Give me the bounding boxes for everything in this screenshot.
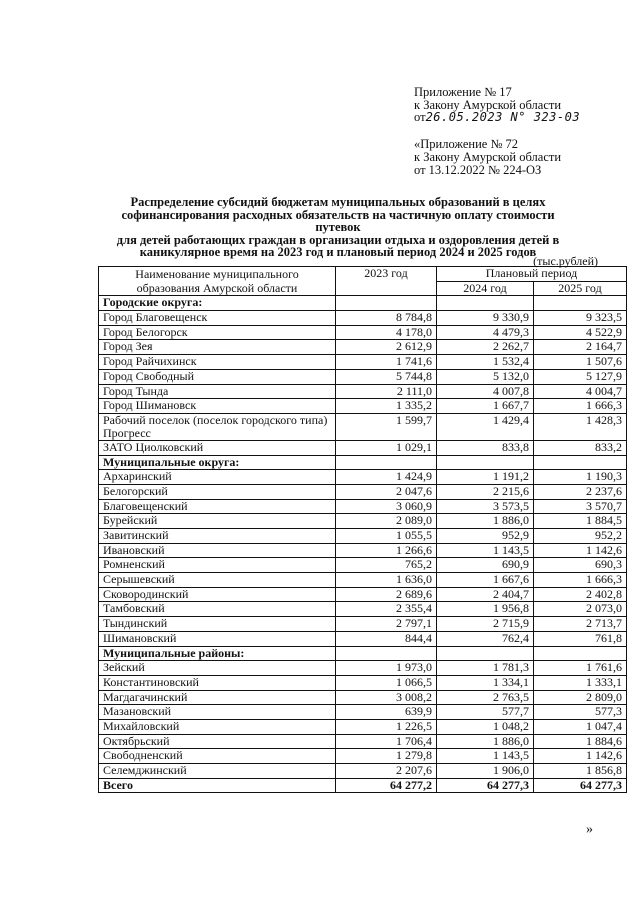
value-2024: 1 143,5 xyxy=(437,543,534,558)
empty-cell xyxy=(534,296,627,311)
table-row xyxy=(99,529,627,544)
appendix-line-2: к Закону Амурской области xyxy=(414,98,562,112)
value-2025: 9 323,5 xyxy=(534,311,627,326)
value-2023: 1 741,6 xyxy=(336,355,437,370)
municipality-name: Ивановский xyxy=(99,543,336,558)
value-2024: 2 763,5 xyxy=(437,690,534,705)
municipality-name: Ромненский xyxy=(99,558,336,573)
table-row xyxy=(99,514,627,529)
value-2023: 8 784,8 xyxy=(336,311,437,326)
empty-cell xyxy=(437,455,534,470)
total-2023: 64 277,2 xyxy=(336,778,437,793)
value-2025: 3 570,7 xyxy=(534,499,627,514)
table-row xyxy=(99,558,627,573)
municipality-name: ЗАТО Циолковский xyxy=(99,440,336,455)
amended-appendix-line-1: «Приложение № 72 xyxy=(414,137,519,151)
value-2024: 577,7 xyxy=(437,705,534,720)
value-2025: 1 428,3 xyxy=(534,413,627,440)
appendix-date-prefix: от xyxy=(414,110,426,124)
municipality-name: Бурейский xyxy=(99,514,336,529)
municipality-name: Архаринский xyxy=(99,470,336,485)
value-2023: 2 207,6 xyxy=(336,764,437,779)
value-2023: 1 029,1 xyxy=(336,440,437,455)
value-2024: 1 956,8 xyxy=(437,602,534,617)
value-2025: 1 666,3 xyxy=(534,399,627,414)
value-2025: 833,2 xyxy=(534,440,627,455)
value-2023: 2 355,4 xyxy=(336,602,437,617)
document-title xyxy=(108,196,568,259)
value-2023: 844,4 xyxy=(336,631,437,646)
value-2025: 1 666,3 xyxy=(534,573,627,588)
table-row xyxy=(99,573,627,588)
municipality-name: Благовещенский xyxy=(99,499,336,514)
table-row xyxy=(99,734,627,749)
value-2025: 577,3 xyxy=(534,705,627,720)
value-2023: 1 055,5 xyxy=(336,529,437,544)
municipality-name: Зейский xyxy=(99,661,336,676)
municipality-name: Серышевский xyxy=(99,573,336,588)
table-row xyxy=(99,484,627,499)
municipality-name: Белогорский xyxy=(99,484,336,499)
col-header-2025: 2025 год xyxy=(534,281,627,296)
value-2023: 1 599,7 xyxy=(336,413,437,440)
section-title: Муниципальные округа: xyxy=(99,455,336,470)
value-2025: 2 713,7 xyxy=(534,617,627,632)
value-2024: 1 429,4 xyxy=(437,413,534,440)
value-2023: 1 335,2 xyxy=(336,399,437,414)
appendix-line-1: Приложение № 17 xyxy=(414,85,512,99)
municipality-name: Город Тында xyxy=(99,384,336,399)
title-line: Распределение субсидий бюджетам муниципальных образований в целях xyxy=(130,195,546,209)
value-2024: 690,9 xyxy=(437,558,534,573)
appendix-line-3 xyxy=(414,111,580,124)
value-2025: 690,3 xyxy=(534,558,627,573)
table-row xyxy=(99,705,627,720)
value-2023: 1 266,6 xyxy=(336,543,437,558)
value-2025: 1 761,6 xyxy=(534,661,627,676)
value-2025: 5 127,9 xyxy=(534,369,627,384)
value-2025: 4 004,7 xyxy=(534,384,627,399)
value-2024: 1 191,2 xyxy=(437,470,534,485)
value-2023: 1 973,0 xyxy=(336,661,437,676)
section-title: Городские округа: xyxy=(99,296,336,311)
value-2025: 1 884,6 xyxy=(534,734,627,749)
handwritten-date-number: 26.05.2023 N° 323-03 xyxy=(425,110,581,124)
value-2023: 5 744,8 xyxy=(336,369,437,384)
value-2024: 1 886,0 xyxy=(437,734,534,749)
municipality-name: Тындинский xyxy=(99,617,336,632)
value-2024: 833,8 xyxy=(437,440,534,455)
value-2023: 1 706,4 xyxy=(336,734,437,749)
section-title: Муниципальные районы: xyxy=(99,646,336,661)
table-row xyxy=(99,631,627,646)
total-row xyxy=(99,778,627,793)
value-2024: 2 262,7 xyxy=(437,340,534,355)
col-header-name: Наименование муниципального образования Амурской области xyxy=(99,267,336,296)
empty-cell xyxy=(437,296,534,311)
table-row xyxy=(99,749,627,764)
value-2023: 2 047,6 xyxy=(336,484,437,499)
col-header-2023: 2023 год xyxy=(336,267,437,296)
value-2025: 2 164,7 xyxy=(534,340,627,355)
municipality-name: Магдагачинский xyxy=(99,690,336,705)
value-2023: 3 060,9 xyxy=(336,499,437,514)
value-2024: 2 404,7 xyxy=(437,587,534,602)
value-2024: 1 048,2 xyxy=(437,719,534,734)
table-row xyxy=(99,675,627,690)
value-2025: 1 333,1 xyxy=(534,675,627,690)
value-2024: 4 007,8 xyxy=(437,384,534,399)
value-2024: 952,9 xyxy=(437,529,534,544)
municipality-name: Рабочий поселок (поселок городского типа) Прогресс xyxy=(99,413,336,440)
value-2025: 1 142,6 xyxy=(534,749,627,764)
value-2025: 952,2 xyxy=(534,529,627,544)
value-2025: 1 884,5 xyxy=(534,514,627,529)
value-2024: 4 479,3 xyxy=(437,325,534,340)
total-2025: 64 277,3 xyxy=(534,778,627,793)
municipality-name: Город Шимановск xyxy=(99,399,336,414)
value-2023: 4 178,0 xyxy=(336,325,437,340)
municipality-name: Константиновский xyxy=(99,675,336,690)
municipality-name: Мазановский xyxy=(99,705,336,720)
municipality-name: Город Зея xyxy=(99,340,336,355)
value-2025: 4 522,9 xyxy=(534,325,627,340)
value-2024: 1 667,7 xyxy=(437,399,534,414)
table-body xyxy=(99,296,627,793)
table-row xyxy=(99,587,627,602)
value-2023: 1 424,9 xyxy=(336,470,437,485)
empty-cell xyxy=(336,296,437,311)
value-2024: 1 532,4 xyxy=(437,355,534,370)
value-2023: 2 612,9 xyxy=(336,340,437,355)
value-2025: 2 073,0 xyxy=(534,602,627,617)
table-row xyxy=(99,399,627,414)
empty-cell xyxy=(336,455,437,470)
table-row xyxy=(99,543,627,558)
value-2023: 1 066,5 xyxy=(336,675,437,690)
value-2025: 1 856,8 xyxy=(534,764,627,779)
value-2023: 639,9 xyxy=(336,705,437,720)
value-2025: 2 809,0 xyxy=(534,690,627,705)
table-row xyxy=(99,499,627,514)
value-2024: 3 573,5 xyxy=(437,499,534,514)
value-2025: 2 402,8 xyxy=(534,587,627,602)
value-2023: 1 226,5 xyxy=(336,719,437,734)
value-2023: 2 797,1 xyxy=(336,617,437,632)
value-2025: 1 507,6 xyxy=(534,355,627,370)
value-2023: 3 008,2 xyxy=(336,690,437,705)
empty-cell xyxy=(437,646,534,661)
municipality-name: Город Благовещенск xyxy=(99,311,336,326)
municipality-name: Свободненский xyxy=(99,749,336,764)
municipality-name: Селемджинский xyxy=(99,764,336,779)
section-row xyxy=(99,296,627,311)
table-row xyxy=(99,602,627,617)
value-2024: 9 330,9 xyxy=(437,311,534,326)
municipality-name: Город Райчихинск xyxy=(99,355,336,370)
value-2024: 2 715,9 xyxy=(437,617,534,632)
table-row xyxy=(99,470,627,485)
municipality-name: Сковородинский xyxy=(99,587,336,602)
table-row xyxy=(99,369,627,384)
col-header-plan: Плановый период xyxy=(437,267,627,282)
value-2024: 2 215,6 xyxy=(437,484,534,499)
table-row xyxy=(99,617,627,632)
value-2024: 1 906,0 xyxy=(437,764,534,779)
municipality-name: Шимановский xyxy=(99,631,336,646)
value-2024: 1 781,3 xyxy=(437,661,534,676)
table-row xyxy=(99,325,627,340)
value-2024: 1 886,0 xyxy=(437,514,534,529)
value-2023: 2 089,0 xyxy=(336,514,437,529)
value-2023: 1 636,0 xyxy=(336,573,437,588)
value-2025: 1 142,6 xyxy=(534,543,627,558)
title-line: софинансирования расходных обязательств на частичную оплату стоимости путевок xyxy=(121,207,555,235)
value-2023: 765,2 xyxy=(336,558,437,573)
municipality-name: Октябрьский xyxy=(99,734,336,749)
value-2023: 2 689,6 xyxy=(336,587,437,602)
col-header-2024: 2024 год xyxy=(437,281,534,296)
value-2024: 1 143,5 xyxy=(437,749,534,764)
value-2024: 1 334,1 xyxy=(437,675,534,690)
total-2024: 64 277,3 xyxy=(437,778,534,793)
value-2023: 1 279,8 xyxy=(336,749,437,764)
title-line: для детей работающих граждан в организации отдыха и оздоровления детей в xyxy=(116,232,560,247)
title-line: каникулярное время на 2023 год и плановый период 2024 и 2025 годов xyxy=(139,245,537,260)
value-2025: 761,8 xyxy=(534,631,627,646)
units-label: (тыс.рублей) xyxy=(533,254,598,268)
table-row xyxy=(99,355,627,370)
section-row xyxy=(99,455,627,470)
municipality-name: Город Белогорск xyxy=(99,325,336,340)
empty-cell xyxy=(336,646,437,661)
value-2025: 2 237,6 xyxy=(534,484,627,499)
value-2024: 5 132,0 xyxy=(437,369,534,384)
table-row xyxy=(99,340,627,355)
value-2025: 1 047,4 xyxy=(534,719,627,734)
total-label: Всего xyxy=(99,778,336,793)
municipality-name: Тамбовский xyxy=(99,602,336,617)
empty-cell xyxy=(534,646,627,661)
table-row xyxy=(99,440,627,455)
value-2025: 1 190,3 xyxy=(534,470,627,485)
table-row xyxy=(99,384,627,399)
section-row xyxy=(99,646,627,661)
amended-appendix-line-3: от 13.12.2022 № 224-ОЗ xyxy=(414,163,542,177)
table-row xyxy=(99,311,627,326)
amended-appendix-line-2: к Закону Амурской области xyxy=(414,150,562,164)
value-2024: 762,4 xyxy=(437,631,534,646)
table-row xyxy=(99,719,627,734)
municipality-name: Завитинский xyxy=(99,529,336,544)
subsidy-table xyxy=(98,266,627,793)
table-row xyxy=(99,661,627,676)
empty-cell xyxy=(534,455,627,470)
closing-quote: » xyxy=(586,822,593,837)
table-row xyxy=(99,413,627,440)
value-2023: 2 111,0 xyxy=(336,384,437,399)
value-2024: 1 667,6 xyxy=(437,573,534,588)
municipality-name: Михайловский xyxy=(99,719,336,734)
municipality-name: Город Свободный xyxy=(99,369,336,384)
table-row xyxy=(99,690,627,705)
table-row xyxy=(99,764,627,779)
